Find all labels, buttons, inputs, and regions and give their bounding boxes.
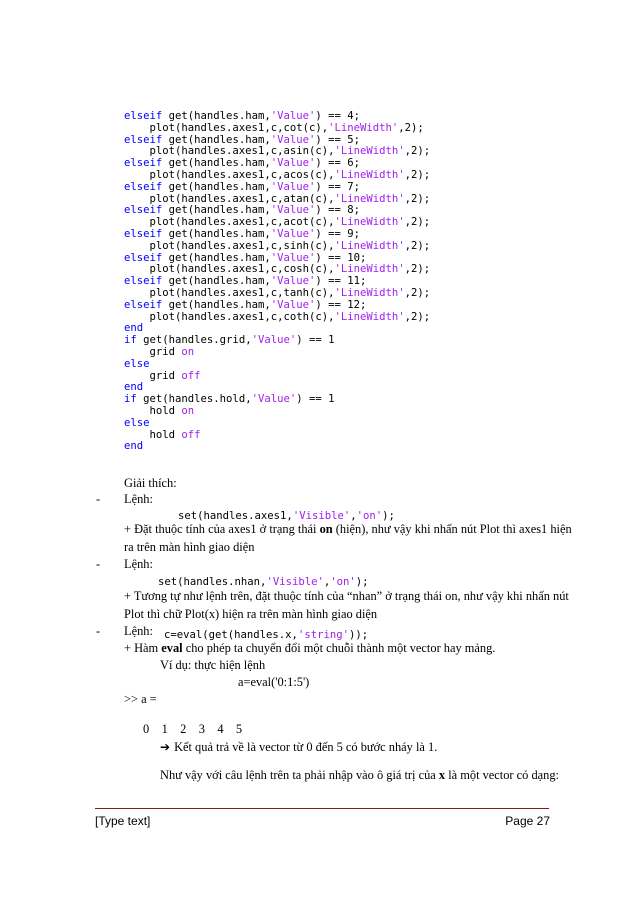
- code-line: plot(handles.axes1,c,acot(c),'LineWidth',2);: [124, 216, 431, 229]
- result-note: ➔ Kết quả trả về là vector từ 0 đến 5 có bước nháy là 1.: [160, 740, 438, 754]
- code-line: else: [124, 416, 150, 429]
- code-line: elseif get(handles.ham,'Value') == 9;: [124, 227, 361, 240]
- bullet-1: -: [96, 492, 101, 506]
- code-line: end: [124, 381, 144, 394]
- code-line: elseif get(handles.ham,'Value') == 11;: [124, 275, 367, 288]
- description-1: + Đặt thuộc tính của axes1 ở trạng thái on (hiện), như vậy khi nhấn nút Plot thì axes1 hiện: [124, 522, 572, 536]
- code-line: elseif get(handles.ham,'Value') == 10;: [124, 251, 367, 264]
- code-line: hold on: [124, 404, 195, 417]
- command-2: set(handles.nhan,'Visible','on');: [158, 576, 369, 588]
- code-line: plot(handles.axes1,c,cosh(c),'LineWidth',2);: [124, 263, 431, 276]
- result-values: 0 1 2 3 4 5: [143, 722, 243, 736]
- example-command: a=eval('0:1:5'): [238, 675, 310, 689]
- code-line: plot(handles.axes1,c,sinh(c),'LineWidth',2);: [124, 239, 431, 252]
- example-label: Ví dụ: thực hiện lệnh: [160, 658, 266, 672]
- command-1: set(handles.axes1,'Visible','on');: [178, 510, 395, 522]
- description-3: + Hàm eval cho phép ta chuyển đổi một chuỗi thành một vector hay mảng.: [124, 641, 496, 655]
- bullet-3: -: [96, 624, 101, 638]
- code-line: elseif get(handles.ham,'Value') == 7;: [124, 180, 361, 193]
- code-line: elseif get(handles.ham,'Value') == 5;: [124, 133, 361, 146]
- code-line: plot(handles.axes1,c,coth(c),'LineWidth',2);: [124, 310, 431, 323]
- console-prompt: >> a =: [124, 692, 157, 706]
- description-2-line2: Plot thì chữ Plot(x) hiện ra trên màn hình giao diện: [124, 607, 378, 621]
- code-line: if get(handles.grid,'Value') == 1: [124, 334, 335, 347]
- bullet-2: -: [96, 557, 101, 571]
- code-line: elseif get(handles.ham,'Value') == 4;: [124, 110, 361, 122]
- command-label-2: Lệnh:: [124, 557, 153, 571]
- code-line: plot(handles.axes1,c,cot(c),'LineWidth',2);: [124, 121, 424, 134]
- page-number: Page 27: [505, 814, 550, 828]
- final-paragraph: Như vậy với câu lệnh trên ta phải nhập vào ô giá trị của x là một vector có dạng:: [160, 768, 559, 782]
- command-3: c=eval(get(handles.x,'string'));: [164, 629, 369, 641]
- code-line: grid on: [124, 345, 195, 358]
- code-line: if get(handles.hold,'Value') == 1: [124, 393, 335, 406]
- code-line: plot(handles.axes1,c,atan(c),'LineWidth',2);: [124, 192, 431, 205]
- explanation-heading: Giải thích:: [124, 476, 177, 490]
- code-line: end: [124, 322, 144, 335]
- code-line: end: [124, 440, 144, 453]
- footer-divider: [95, 808, 549, 809]
- code-line: plot(handles.axes1,c,acos(c),'LineWidth',2);: [124, 168, 431, 181]
- arrow-right-icon: ➔: [160, 740, 171, 754]
- description-1-line2: ra trên màn hình giao diện: [124, 540, 255, 554]
- code-line: grid off: [124, 369, 201, 382]
- command-label-3: Lệnh:: [124, 624, 153, 638]
- command-label-1: Lệnh:: [124, 492, 153, 506]
- code-line: hold off: [124, 428, 201, 441]
- description-2: + Tương tự như lệnh trên, đặt thuộc tính của “nhan” ở trạng thái on, như vậy khi nhấn nút: [124, 589, 569, 603]
- code-line: else: [124, 357, 150, 370]
- code-line: elseif get(handles.ham,'Value') == 8;: [124, 204, 361, 217]
- code-line: elseif get(handles.ham,'Value') == 6;: [124, 157, 361, 170]
- footer-left-text: [Type text]: [95, 814, 151, 828]
- code-line: elseif get(handles.ham,'Value') == 12;: [124, 298, 367, 311]
- code-line: plot(handles.axes1,c,asin(c),'LineWidth',2);: [124, 145, 431, 158]
- code-line: plot(handles.axes1,c,tanh(c),'LineWidth',2);: [124, 286, 431, 299]
